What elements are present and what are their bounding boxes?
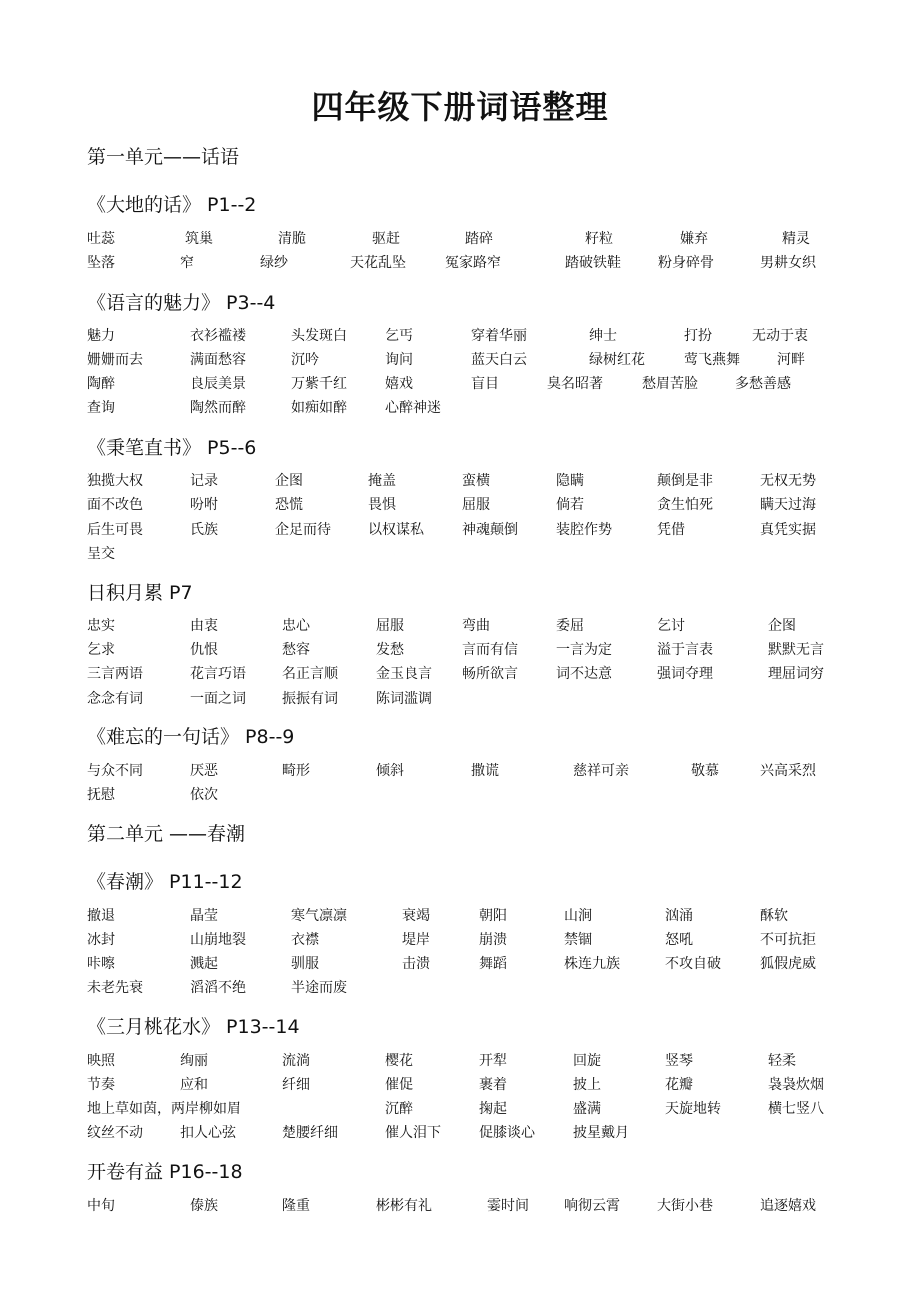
vocab-word: 彬彬有礼 — [376, 1198, 432, 1214]
vocab-word: 节奏 — [87, 1077, 115, 1093]
vocab-word: 装腔作势 — [556, 522, 612, 538]
vocab-word: 莺飞燕舞 — [684, 352, 740, 368]
word-row — [0, 784, 920, 806]
vocab-word: 窄 — [180, 255, 194, 271]
word-row — [0, 688, 920, 710]
vocab-word: 堤岸 — [402, 932, 430, 948]
word-row — [0, 543, 920, 565]
vocab-word: 贪生怕死 — [657, 497, 713, 513]
vocab-word: 屈服 — [376, 618, 404, 634]
vocab-word: 催促 — [385, 1077, 413, 1093]
vocab-word: 花瓣 — [665, 1077, 693, 1093]
vocab-word: 与众不同 — [87, 763, 143, 779]
vocab-word: 万紫千红 — [291, 376, 347, 392]
vocab-word: 男耕女织 — [760, 255, 816, 271]
word-row — [0, 905, 920, 927]
vocab-word: 花言巧语 — [190, 666, 246, 682]
vocab-word: 独揽大权 — [87, 473, 143, 489]
vocab-word: 倾斜 — [376, 763, 404, 779]
vocab-word: 山崩地裂 — [190, 932, 246, 948]
vocab-word: 朝阳 — [479, 908, 507, 924]
vocab-word: 纤细 — [282, 1077, 310, 1093]
vocab-word: 陈词滥调 — [376, 691, 432, 707]
vocab-word: 沉醉 — [385, 1101, 413, 1117]
vocab-word: 嬉戏 — [385, 376, 413, 392]
vocab-word: 三言两语 — [87, 666, 143, 682]
vocab-word: 株连九族 — [564, 956, 620, 972]
vocab-word: 溅起 — [190, 956, 218, 972]
vocab-word: 滔滔不绝 — [190, 980, 246, 996]
vocab-word: 无权无势 — [760, 473, 816, 489]
vocab-word: 金玉良言 — [376, 666, 432, 682]
vocab-word: 隐瞒 — [556, 473, 584, 489]
vocab-word: 愁容 — [282, 642, 310, 658]
vocab-word: 驯服 — [291, 956, 319, 972]
vocab-word: 衰竭 — [402, 908, 430, 924]
vocab-word: 天花乱坠 — [350, 255, 406, 271]
lesson-heading-dadi: 《大地的话》 P1--2 — [87, 194, 257, 216]
word-row — [0, 1098, 920, 1120]
vocab-word: 企图 — [768, 618, 796, 634]
vocab-word: 衣衫褴褛 — [190, 328, 246, 344]
vocab-word: 横七竖八 — [768, 1101, 824, 1117]
word-row — [0, 397, 920, 419]
word-row — [0, 373, 920, 395]
word-row — [0, 325, 920, 347]
word-row — [0, 639, 920, 661]
vocab-word: 击溃 — [402, 956, 430, 972]
word-row — [0, 228, 920, 250]
vocab-word: 精灵 — [782, 231, 810, 247]
vocab-word: 酥软 — [760, 908, 788, 924]
vocab-word: 询问 — [385, 352, 413, 368]
vocab-word: 抚慰 — [87, 787, 115, 803]
vocab-word: 乞丐 — [385, 328, 413, 344]
word-row — [0, 519, 920, 541]
vocab-word: 倘若 — [556, 497, 584, 513]
vocab-word: 呈交 — [87, 546, 115, 562]
vocab-word: 驱赶 — [372, 231, 400, 247]
vocab-word: 舞蹈 — [479, 956, 507, 972]
vocab-word: 冰封 — [87, 932, 115, 948]
vocab-word: 蓝天白云 — [471, 352, 527, 368]
vocab-word: 企足而待 — [275, 522, 331, 538]
word-row — [0, 494, 920, 516]
vocab-word: 禁锢 — [564, 932, 592, 948]
vocab-word: 咔嚓 — [87, 956, 115, 972]
word-row — [0, 1074, 920, 1096]
word-row — [0, 760, 920, 782]
word-row — [0, 1122, 920, 1144]
vocab-word: 姗姗而去 — [87, 352, 143, 368]
vocab-word: 默默无言 — [768, 642, 824, 658]
vocab-word: 振振有词 — [282, 691, 338, 707]
vocab-word: 以权谋私 — [368, 522, 424, 538]
vocab-word: 掬起 — [479, 1101, 507, 1117]
vocab-word: 企图 — [275, 473, 303, 489]
vocab-word: 满面愁容 — [190, 352, 246, 368]
vocab-word: 发愁 — [376, 642, 404, 658]
unit-1-heading: 第一单元——话语 — [87, 146, 240, 168]
vocab-word: 忠实 — [87, 618, 115, 634]
unit-2-heading: 第二单元 ——春潮 — [87, 823, 246, 845]
vocab-word: 崩溃 — [479, 932, 507, 948]
lesson-heading-bingbi: 《秉笔直书》 P5--6 — [87, 437, 257, 459]
vocab-word: 隆重 — [282, 1198, 310, 1214]
vocab-word: 词不达意 — [556, 666, 612, 682]
vocab-word: 由衷 — [190, 618, 218, 634]
vocab-word: 无动于衷 — [752, 328, 808, 344]
vocab-word: 裹着 — [479, 1077, 507, 1093]
vocab-word: 未老先衰 — [87, 980, 143, 996]
lesson-heading-nanwang: 《难忘的一句话》 P8--9 — [87, 726, 295, 748]
vocab-word: 坠落 — [87, 255, 115, 271]
vocab-word: 楚腰纤细 — [282, 1125, 338, 1141]
vocab-word: 畸形 — [282, 763, 310, 779]
vocab-word: 天旋地转 — [665, 1101, 721, 1117]
vocab-word: 陶然而醉 — [190, 400, 246, 416]
vocab-word: 头发斑白 — [291, 328, 347, 344]
vocab-word: 吩咐 — [190, 497, 218, 513]
vocab-word: 披星戴月 — [573, 1125, 629, 1141]
vocab-word: 冤家路窄 — [445, 255, 501, 271]
vocab-word: 不可抗拒 — [760, 932, 816, 948]
word-row — [0, 1050, 920, 1072]
vocab-word: 屈服 — [462, 497, 490, 513]
vocab-word: 真凭实据 — [760, 522, 816, 538]
word-row — [0, 977, 920, 999]
vocab-word: 袅袅炊烟 — [768, 1077, 824, 1093]
vocab-word: 河畔 — [777, 352, 805, 368]
vocab-word: 清脆 — [278, 231, 306, 247]
vocab-word: 山涧 — [564, 908, 592, 924]
vocab-word: 轻柔 — [768, 1053, 796, 1069]
vocab-word: 盛满 — [573, 1101, 601, 1117]
vocab-word: 半途而废 — [291, 980, 347, 996]
vocab-word: 粉身碎骨 — [658, 255, 714, 271]
vocab-word: 蛮横 — [462, 473, 490, 489]
vocab-word: 寒气凛凛 — [291, 908, 347, 924]
vocab-word: 陶醉 — [87, 376, 115, 392]
vocab-word: 畏惧 — [368, 497, 396, 513]
vocab-word: 一言为定 — [556, 642, 612, 658]
vocab-word: 依次 — [190, 787, 218, 803]
vocab-word: 狐假虎威 — [760, 956, 816, 972]
vocab-word: 记录 — [190, 473, 218, 489]
vocab-word: 兴高采烈 — [760, 763, 816, 779]
vocab-word: 吐蕊 — [87, 231, 115, 247]
vocab-word: 追逐嬉戏 — [760, 1198, 816, 1214]
word-row — [0, 953, 920, 975]
vocab-word: 凭借 — [657, 522, 685, 538]
vocab-word: 忠心 — [282, 618, 310, 634]
lesson-heading-chunchao: 《春潮》 P11--12 — [87, 871, 243, 893]
word-row — [0, 1195, 920, 1217]
vocab-word: 委屈 — [556, 618, 584, 634]
vocab-word: 霎时间 — [487, 1198, 529, 1214]
vocab-word: 溢于言表 — [657, 642, 713, 658]
word-row — [0, 470, 920, 492]
vocab-word: 应和 — [180, 1077, 208, 1093]
vocab-word: 籽粒 — [585, 231, 613, 247]
word-row — [0, 252, 920, 274]
vocab-word: 臭名昭著 — [547, 376, 603, 392]
word-row — [0, 929, 920, 951]
vocab-word: 一面之词 — [190, 691, 246, 707]
vocab-word: 映照 — [87, 1053, 115, 1069]
vocab-word: 嫌弃 — [680, 231, 708, 247]
page-title: 四年级下册词语整理 — [311, 88, 609, 126]
vocab-word: 强词夺理 — [657, 666, 713, 682]
vocab-word: 面不改色 — [87, 497, 143, 513]
vocab-word: 厌恶 — [190, 763, 218, 779]
vocab-word: 筑巢 — [185, 231, 213, 247]
vocab-word: 魅力 — [87, 328, 115, 344]
vocab-word: 撤退 — [87, 908, 115, 924]
vocab-word: 瞒天过海 — [760, 497, 816, 513]
vocab-word: 仇恨 — [190, 642, 218, 658]
vocab-word: 披上 — [573, 1077, 601, 1093]
vocab-word: 乞求 — [87, 642, 115, 658]
word-row — [0, 349, 920, 371]
vocab-word: 响彻云霄 — [564, 1198, 620, 1214]
vocab-word: 颠倒是非 — [657, 473, 713, 489]
vocab-word: 撒谎 — [471, 763, 499, 779]
vocab-word: 掩盖 — [368, 473, 396, 489]
vocab-word: 竖琴 — [665, 1053, 693, 1069]
vocab-word: 畅所欲言 — [462, 666, 518, 682]
vocab-word: 绅士 — [589, 328, 617, 344]
vocab-word: 心醉神迷 — [385, 400, 441, 416]
vocab-word: 促膝谈心 — [479, 1125, 535, 1141]
lesson-heading-yuyan: 《语言的魅力》 P3--4 — [87, 292, 276, 314]
vocab-word: 回旋 — [573, 1053, 601, 1069]
vocab-word: 纹丝不动 — [87, 1125, 143, 1141]
vocab-word: 弯曲 — [462, 618, 490, 634]
vocab-word: 敬慕 — [691, 763, 719, 779]
vocab-word: 打扮 — [684, 328, 712, 344]
vocab-word: 扣人心弦 — [180, 1125, 236, 1141]
lesson-heading-rijiyuelei: 日积月累 P7 — [87, 582, 193, 604]
vocab-word: 查询 — [87, 400, 115, 416]
vocab-word: 晶莹 — [190, 908, 218, 924]
vocab-word: 慈祥可亲 — [573, 763, 629, 779]
vocab-word: 沉吟 — [291, 352, 319, 368]
vocab-word: 后生可畏 — [87, 522, 143, 538]
vocab-word: 中旬 — [87, 1198, 115, 1214]
vocab-word: 如痴如醉 — [291, 400, 347, 416]
vocab-word: 踏碎 — [465, 231, 493, 247]
vocab-word: 良辰美景 — [190, 376, 246, 392]
vocab-word: 开犁 — [479, 1053, 507, 1069]
vocab-word: 傣族 — [190, 1198, 218, 1214]
vocab-word: 绿树红花 — [589, 352, 645, 368]
vocab-word: 神魂颠倒 — [462, 522, 518, 538]
word-row — [0, 615, 920, 637]
vocab-phrase: 地上草如茵，两岸柳如眉 — [87, 1101, 241, 1117]
vocab-word: 踏破铁鞋 — [565, 255, 621, 271]
vocab-word: 大街小巷 — [657, 1198, 713, 1214]
vocab-word: 念念有词 — [87, 691, 143, 707]
vocab-word: 言而有信 — [462, 642, 518, 658]
vocab-word: 盲目 — [471, 376, 499, 392]
vocab-word: 樱花 — [385, 1053, 413, 1069]
vocab-word: 怒吼 — [665, 932, 693, 948]
vocab-word: 汹涌 — [665, 908, 693, 924]
vocab-word: 流淌 — [282, 1053, 310, 1069]
vocab-word: 理屈词穷 — [768, 666, 824, 682]
vocab-word: 多愁善感 — [735, 376, 791, 392]
vocab-word: 恐慌 — [275, 497, 303, 513]
vocab-word: 穿着华丽 — [471, 328, 527, 344]
lesson-heading-taohuashui: 《三月桃花水》 P13--14 — [87, 1016, 300, 1038]
vocab-word: 催人泪下 — [385, 1125, 441, 1141]
vocab-word: 氏族 — [190, 522, 218, 538]
vocab-word: 名正言顺 — [282, 666, 338, 682]
lesson-heading-kaijuan: 开卷有益 P16--18 — [87, 1161, 243, 1183]
vocab-word: 绚丽 — [180, 1053, 208, 1069]
vocab-word: 不攻自破 — [665, 956, 721, 972]
vocab-word: 愁眉苦脸 — [642, 376, 698, 392]
vocab-word: 乞讨 — [657, 618, 685, 634]
word-row — [0, 663, 920, 685]
vocab-word: 绿纱 — [260, 255, 288, 271]
vocab-word: 衣襟 — [291, 932, 319, 948]
